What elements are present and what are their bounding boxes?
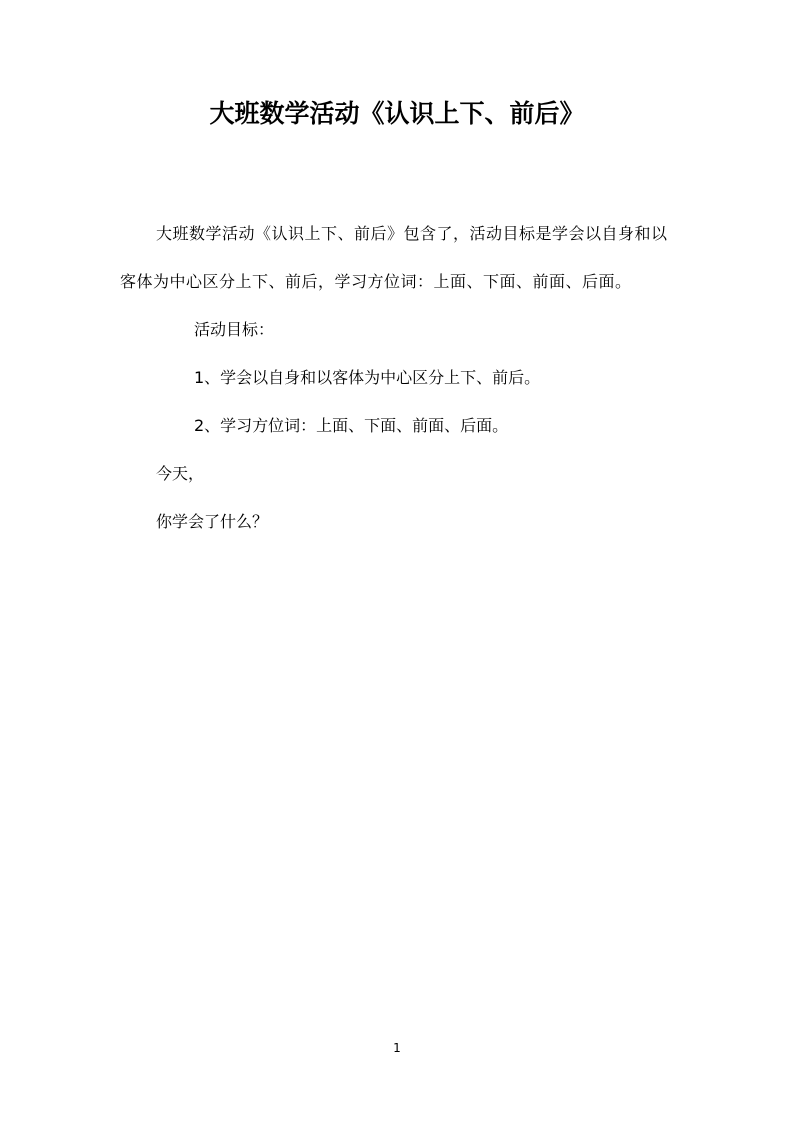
document-title: 大班数学活动《认识上下、前后》 xyxy=(209,99,585,128)
goal-item-1: 1、学会以自身和以客体为中心区分上下、前后。 xyxy=(194,368,541,387)
document-body xyxy=(120,210,678,546)
intro-paragraph: 大班数学活动《认识上下、前后》包含了，活动目标是学会以自身和以客体为中心区分上下、前后，学习方位词：上面、下面、前面、后面。 xyxy=(120,224,668,291)
goals-heading: 活动目标： xyxy=(194,320,275,339)
closing-line-2: 你学会了什么？ xyxy=(156,512,269,531)
goal-item-2: 2、学习方位词：上面、下面、前面、后面。 xyxy=(194,416,509,435)
page-number: 1 xyxy=(393,1041,401,1055)
closing-line-1: 今天， xyxy=(156,464,205,483)
